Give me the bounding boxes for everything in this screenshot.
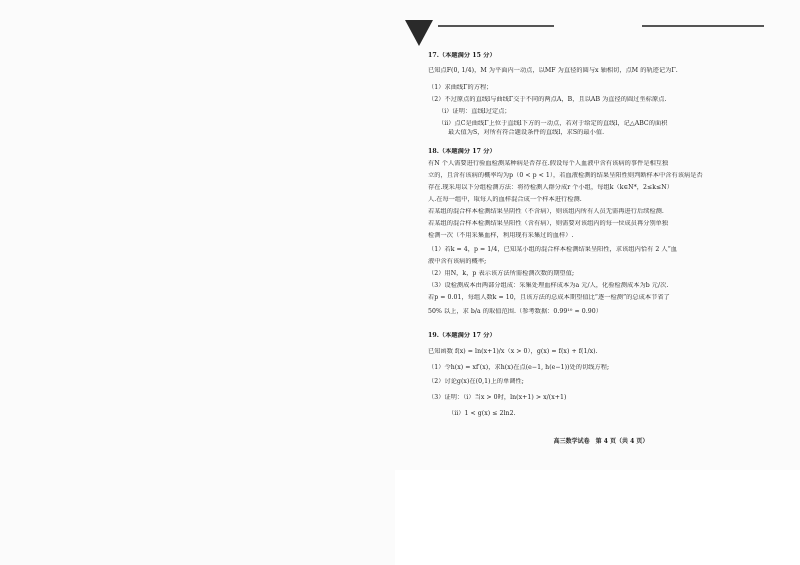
q18-part3-cont1: 若p = 0.01，每组人数k = 10，且该方法的总成本期望值比“逐一检测”的总成本节省了 [428,294,670,301]
q18-part1-cont: 液中含有该病的概率; [428,258,487,265]
q18-part3: （3）设检测成本由两部分组成：采集处理血样成本为a 元/人，化验检测成本为b 元/次. [428,282,669,289]
q19-part3-i: （3）证明：（i）当x > 0时，ln(x+1) > x/(x+1) [428,394,567,401]
q18-line3: 存在.现采用以下分组检测方法：将待检测人群分成r 个小组，每组k（k∈N*，2≤k≤N） [428,184,673,191]
top-rule-left [438,25,554,27]
corner-registration-mark [405,20,433,46]
q17-part2-i: （i）证明：直线l过定点； [438,108,511,115]
blank-lower-area [395,470,800,565]
q19-stem: 已知函数 f(x) = ln(x+1)/x（x > 0），g(x) = f(x) + f(1/x). [428,348,598,355]
q17-header: 17.（本题满分 15 分） [428,52,496,59]
q17-part2-ii: （ii）点C是曲线Γ上位于直线l下方的一动点，若对于给定的直线l，记△ABC的面积 [438,120,668,127]
q18-part2: （2）用N，k，p 表示该方法所需检测次数的期望值; [428,270,575,277]
q17-part2-ii-cont: 最大值为S，对所有符合题设条件的直线l，求S的最小值. [448,129,605,136]
page-footer: 高三数学试卷 第 4 页（共 4 页） [553,438,649,445]
q17-stem: 已知点F(0, 1/4)，M 为平面内一动点，以MF 为直径的圆与x 轴相切，点M 的轨迹记为Γ. [428,67,678,74]
q18-line5: 若某组的混合样本检测结果呈阴性（不含病），则该组内所有人员无需再进行后续检测. [428,208,664,215]
q19-part1: （1）令h(x) = xf′(x)，求h(x)在点(e−1, h(e−1))处的切线方程; [428,364,610,371]
q17-part1: （1）求曲线Γ的方程； [428,84,493,91]
q18-part3-cont2: 50% 以上，求 b/a 的取值范围.（参考数据：0.99¹⁰ ≈ 0.90） [428,308,602,315]
q18-header: 18.（本题满分 17 分） [428,148,496,155]
q19-header: 19.（本题满分 17 分） [428,332,496,339]
q18-line1: 有N 个人需要进行验血检测某种病是否存在.假设每个人血液中含有该病的事件是相互独 [428,160,669,167]
q18-part1: （1）若k = 4，p = 1/4，已知某小组的混合样本检测结果呈阳性，求该组内恰有 2 人“血 [428,246,678,253]
q18-line7: 检测一次（不用采集血样，利用现有采集过的血样）. [428,232,574,239]
q18-line6: 若某组的混合样本检测结果呈阳性（含有病），则需要对该组内的每一位成员再分别单独 [428,220,669,227]
q18-line4: 人.在每一组中，取每人的血样混合成一个样本进行检测. [428,196,582,203]
q19-part2: （2）讨论g(x)在(0,1)上的单调性; [428,378,524,385]
q18-line2: 立的，且含有该病的概率均为p（0 < p < 1），若血液检测的结果呈阳性则判断样本中含有该病是否 [428,172,703,179]
q17-part2: （2）不过原点的直线l与曲线Γ交于不同的两点A，B，且以AB 为直径的圆过坐标原点. [428,96,667,103]
q19-part3-ii: （ii）1 < g(x) ≤ 2ln2. [448,410,516,417]
top-rule-right [642,25,764,27]
